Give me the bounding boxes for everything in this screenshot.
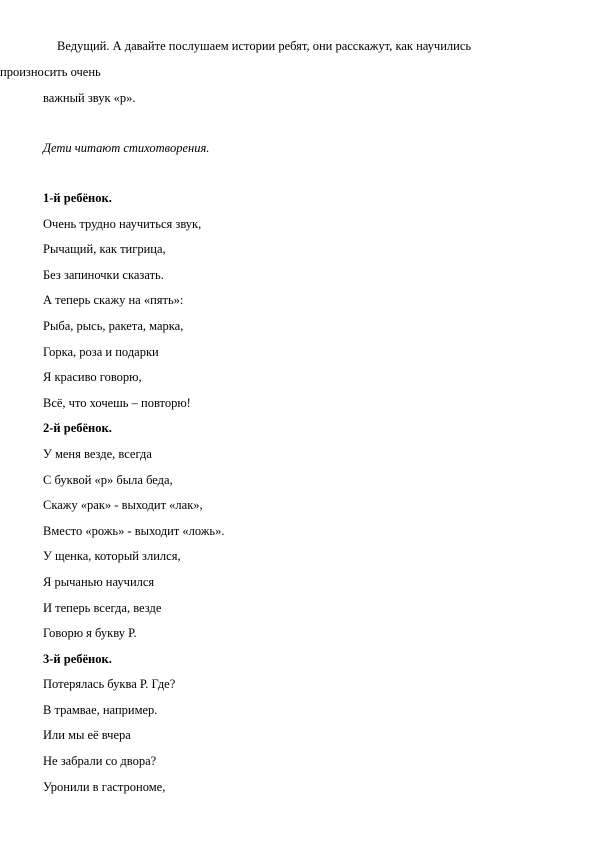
poem-line: И теперь всегда, везде (43, 600, 162, 615)
poem-line: А теперь скажу на «пять»: (43, 293, 184, 308)
poem-line: Говорю я букву Р. (43, 626, 137, 641)
poem-line: Я рычанью научился (43, 574, 155, 589)
poem-line: Всё, что хочешь – повторю! (43, 395, 191, 410)
poem-line: Без запиночки сказать. (43, 267, 164, 282)
poem-line: Очень трудно научиться звук, (43, 216, 202, 231)
poem-line: В трамвае, например. (43, 702, 158, 717)
poem-line: У меня везде, всегда (43, 446, 152, 461)
poem-line: Уронили в гастрономе, (43, 779, 166, 794)
poem-line: Не забрали со двора? (43, 754, 157, 769)
poem-line: Я красиво говорю, (43, 370, 142, 385)
poem-2-heading: 2-й ребёнок. (43, 421, 112, 436)
intro-line-3: важный звук «р». (43, 91, 136, 105)
intro-line-1: Ведущий. А давайте послушаем истории ребят, они расскажут, как научились (57, 39, 472, 53)
intro-line-2: произносить очень (0, 65, 101, 79)
poem-line: Рыба, рысь, ракета, марка, (43, 318, 184, 333)
poems-block (43, 190, 225, 804)
poem-line: Или мы её вчера (43, 728, 131, 743)
poem-line: Скажу «рак» - выходит «лак», (43, 498, 203, 513)
poem-1-heading: 1-й ребёнок. (43, 191, 112, 205)
poem-line: Вместо «рожь» - выходит «ложь». (43, 523, 225, 538)
poem-line: Горка, роза и подарки (43, 344, 159, 359)
poem-line: С буквой «р» была беда, (43, 472, 173, 487)
poem-line: Рычащий, как тигрица, (43, 242, 166, 257)
stage-direction: Дети читают стихотворения. (43, 141, 210, 155)
poem-3-heading: 3-й ребёнок. (43, 651, 112, 666)
poem-line: Потерялась буква Р. Где? (43, 677, 176, 692)
poem-line: У щенка, который злился, (43, 549, 181, 564)
